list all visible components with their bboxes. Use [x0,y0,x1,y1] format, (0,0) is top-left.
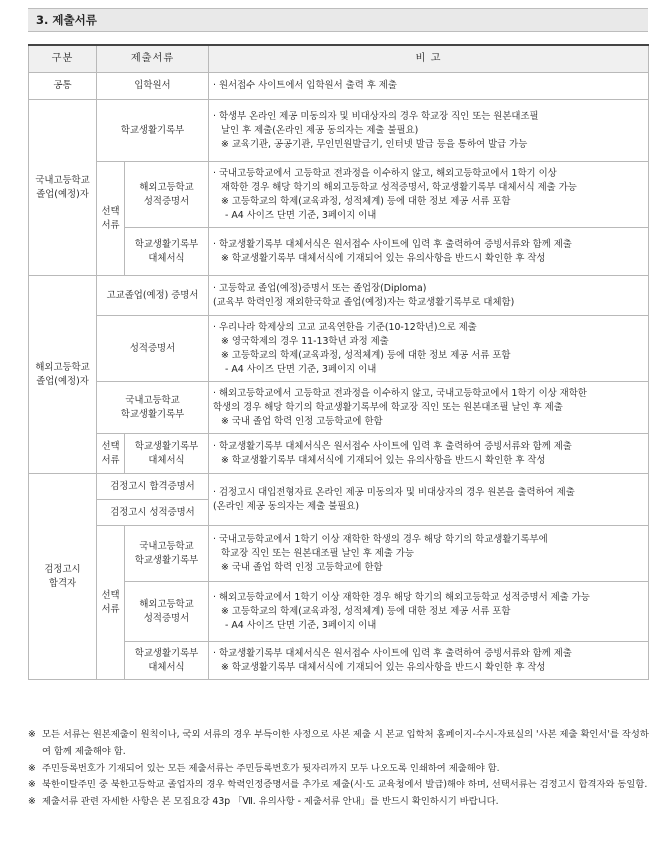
doc-domestic-record: 국내고등학교 학교생활기록부 [97,382,209,434]
doc-overseas-transcript: 해외고등학교 성적증명서 [125,582,209,642]
note-domestic-record: · 해외고등학교에서 고등학교 전과정을 이수하지 않고, 국내고등학교에서 1학기 이상 재학한 학생의 경우 해당 학기의 학교생활기록부에 학교장 직인 또는 원본대조필 날인 후 제출 ※ 국내 졸업 학력 인정 고등학교에 한함 [209,382,649,434]
table-row [29,316,649,382]
footnote-item: ※ 모든 서류는 원본제출이 원칙이나, 국외 서류의 경우 부득이한 사정으로 사본 제출 시 본교 입학처 홈페이지-수시-자료실의 '사본 제출 확인서'를 작성하여 함께 제출해야 함. [28,729,649,757]
note-overseas-transcript: · 국내고등학교에서 고등학교 전과정을 이수하지 않고, 해외고등학교에서 1학기 이상 재학한 경우 해당 학기의 해외고등학교 성적증명서, 학교생활기록부 대체서식 제출 가능 ※ 고등학교의 학제(교육과정, 성적체계) 등에 대한 정보 제공 서류 포함 - A4 사이즈 단면 기준, 3페이지 이내 [209,162,649,228]
doc-graduation-cert: 고교졸업(예정) 증명서 [97,276,209,316]
doc-school-record: 학교생활기록부 [97,100,209,162]
select-docs-label: 선택 서류 [97,162,125,276]
header-document: 제출서류 [97,45,209,73]
note-record-substitute: · 학교생활기록부 대체서식은 원서접수 사이트에 입력 후 출력하여 증빙서류와 함께 제출 ※ 학교생활기록부 대체서식에 기재되어 있는 유의사항을 반드시 확인한 후 작성 [209,434,649,474]
select-docs-label: 선택 서류 [97,526,125,680]
table-row [29,100,649,162]
category-ged: 검정고시 합격자 [29,474,97,680]
note-graduation-cert: · 고등학교 졸업(예정)증명서 또는 졸업장(Diploma) (교육부 학력인정 재외한국학교 졸업(예정)자는 학교생활기록부로 대체함) [209,276,649,316]
note-application: · 원서접수 사이트에서 입학원서 출력 후 제출 [209,73,649,100]
section-title: 3. 제출서류 [28,8,648,32]
category-domestic: 국내고등학교 졸업(예정)자 [29,100,97,276]
category-common: 공통 [29,73,97,100]
note-record-substitute: · 학교생활기록부 대체서식은 원서접수 사이트에 입력 후 출력하여 증빙서류와 함께 제출 ※ 학교생활기록부 대체서식에 기재되어 있는 유의사항을 반드시 확인한 후 작성 [209,228,649,276]
note-ged-certs: · 검정고시 대입전형자료 온라인 제공 미동의자 및 비대상자의 경우 원본을 출력하여 제출 (온라인 제공 동의자는 제출 불필요) [209,474,649,526]
doc-overseas-transcript: 해외고등학교 성적증명서 [125,162,209,228]
table-row [29,434,649,474]
table-header-row [29,45,649,73]
note-overseas-transcript: · 해외고등학교에서 1학기 이상 재학한 경우 해당 학기의 해외고등학교 성적증명서 제출 가능 ※ 고등학교의 학제(교육과정, 성적체계) 등에 대한 정보 제공 서류 포함 - A4 사이즈 단면 기준, 3페이지 이내 [209,582,649,642]
doc-record-substitute: 학교생활기록부 대체서식 [125,642,209,680]
doc-record-substitute: 학교생활기록부 대체서식 [125,434,209,474]
documents-table [28,44,649,680]
doc-domestic-record: 국내고등학교 학교생활기록부 [125,526,209,582]
footnote-item: ※ 북한이탈주민 중 북한고등학교 졸업자의 경우 학력인정증명서를 추가로 제출(시·도 교육청에서 발급)해야 하며, 선택서류는 검정고시 합격자와 동일함. [28,779,648,791]
table-row [29,276,649,316]
note-record-substitute: · 학교생활기록부 대체서식은 원서접수 사이트에 입력 후 출력하여 증빙서류와 함께 제출 ※ 학교생활기록부 대체서식에 기재되어 있는 유의사항을 반드시 확인한 후 작성 [209,642,649,680]
header-remarks: 비 고 [209,45,649,73]
table-row [29,162,649,228]
table-row [29,526,649,582]
doc-application: 입학원서 [97,73,209,100]
doc-ged-pass-cert: 검정고시 합격증명서 [97,474,209,500]
note-domestic-record: · 국내고등학교에서 1학기 이상 재학한 학생의 경우 해당 학기의 학교생활기록부에 학교장 직인 또는 원본대조필 날인 후 제출 가능 ※ 국내 졸업 학력 인정 고등학교에 한함 [209,526,649,582]
footnotes [28,727,650,811]
note-school-record: · 학생부 온라인 제공 미동의자 및 비대상자의 경우 학교장 직인 또는 원본대조필 날인 후 제출(온라인 제공 동의자는 제출 불필요) ※ 교육기관, 공공기관, 무인민원발급기, 인터넷 발급 등을 통하여 발급 가능 [209,100,649,162]
select-docs-label: 선택 서류 [97,434,125,474]
category-overseas: 해외고등학교 졸업(예정)자 [29,276,97,474]
header-category: 구분 [29,45,97,73]
doc-record-substitute: 학교생활기록부 대체서식 [125,228,209,276]
table-row [29,73,649,100]
footnote-item: ※ 주민등록번호가 기재되어 있는 모든 제출서류는 주민등록번호가 뒷자리까지 모두 나오도록 인쇄하여 제출해야 함. [28,762,500,774]
table-row [29,382,649,434]
footnote-item: ※ 제출서류 관련 자세한 사항은 본 모집요강 43p 「Ⅶ. 유의사항 - 제출서류 안내」를 반드시 확인하시기 바랍니다. [28,796,499,808]
table-row [29,474,649,500]
note-transcript: · 우리나라 학제상의 고교 교육연한을 기준(10-12학년)으로 제출 ※ 영국학제의 경우 11-13학년 과정 제출 ※ 고등학교의 학제(교육과정, 성적체계) 등에 대한 정보 제공 서류 포함 - A4 사이즈 단면 기준, 3페이지 이내 [209,316,649,382]
doc-ged-score-cert: 검정고시 성적증명서 [97,500,209,526]
doc-transcript: 성적증명서 [97,316,209,382]
